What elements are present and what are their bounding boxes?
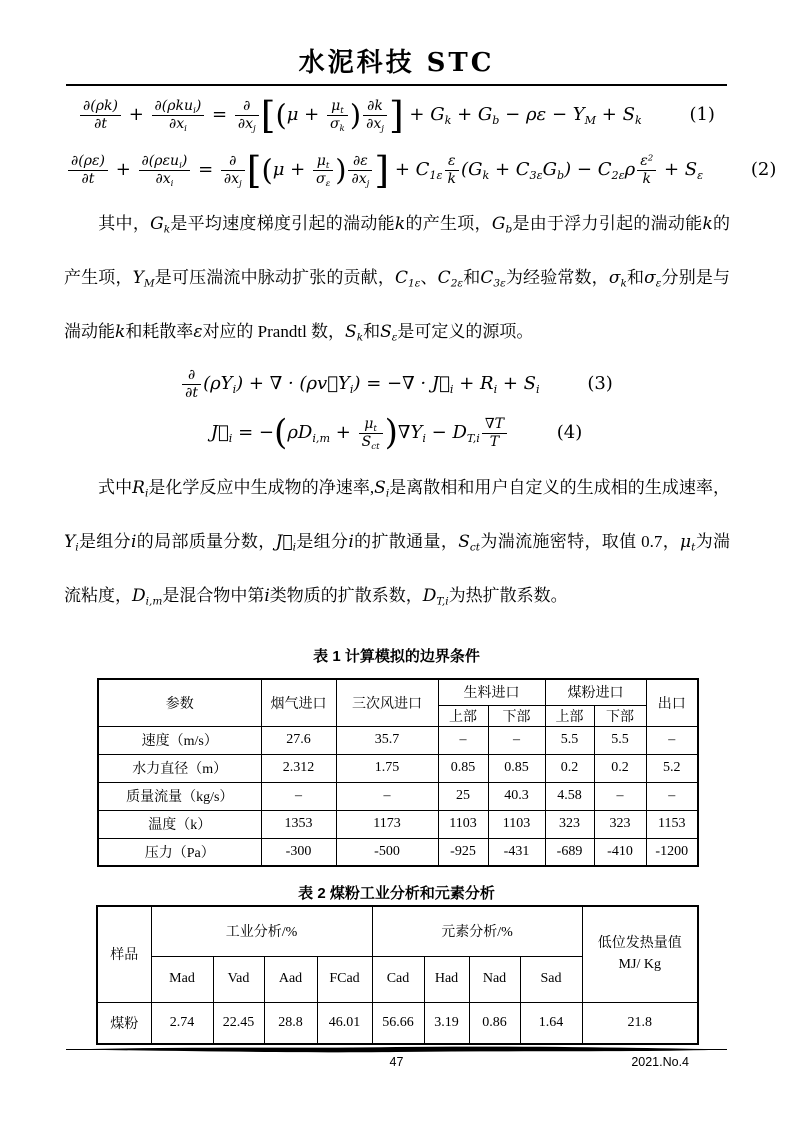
table-header-cad: Cad <box>372 956 424 1002</box>
table-header-ultimate-analysis: 元素分析/% <box>372 906 582 956</box>
table-row-mass-flow <box>98 782 698 810</box>
equation-3-number: (3) <box>587 373 613 394</box>
table-header-outlet: 出口 <box>646 679 698 726</box>
equation-2 <box>66 146 777 194</box>
table-cell: -925 <box>438 838 488 866</box>
table-header-proximate-analysis: 工业分析/% <box>151 906 372 956</box>
table-1-boundary-conditions <box>97 678 699 867</box>
table-cell: 1103 <box>438 810 488 838</box>
footer-thick-rule <box>66 1045 727 1054</box>
table-cell: 0.2 <box>594 754 646 782</box>
table-row <box>98 679 698 705</box>
equation-1-body: $\frac{\partial(\rho k)}{\partial t}$ + $\frac{\partial(\rho ku_i)}{\partial x_i}$ = $\frac{\partial}{\partial x_j}$ [(μ + $\frac{\mu_t}{\sigma_k}$ ) $\frac{\partial k}{\partial x_j}$ ] + $G_k + G_b - \rho\varepsilon - Y_M + S_k$ <box>78 104 642 125</box>
table-cell: 2.312 <box>261 754 336 782</box>
table-header-sad: Sad <box>520 956 582 1002</box>
table-header-lower: 下部 <box>594 705 646 726</box>
table-header-nad: Nad <box>469 956 520 1002</box>
table-cell: 0.85 <box>438 754 488 782</box>
table-header-upper: 上部 <box>545 705 594 726</box>
table-header-coal-inlet: 煤粉进口 <box>545 679 646 705</box>
table-cell: 速度（m/s） <box>98 726 261 754</box>
table-header-vad: Vad <box>213 956 264 1002</box>
table-cell: 323 <box>594 810 646 838</box>
table-cell: -431 <box>488 838 545 866</box>
paragraph-2 <box>64 461 730 623</box>
table-cell: 温度（k） <box>98 810 261 838</box>
table-cell: 1153 <box>646 810 698 838</box>
table-cell: 1173 <box>336 810 438 838</box>
table-cell: – <box>438 726 488 754</box>
paragraph-2-text: 式中$R_i$是化学反应中生成物的净速率$,S_i$是离散相和用户自定义的生成相的生成速率，$Y_i$是组分i的局部质量分数，$J⃗_i$是组分i的扩散通量，$S_{ct}$为湍流施密特，取值 0.7，$\mu_t$为湍流粘度，$D_{i,m}$是混合物中第i类物质的扩散系数，$D_{T,i}$为热扩散系数。 <box>64 478 731 608</box>
table-cell: -300 <box>261 838 336 866</box>
equation-3-body: $\frac{\partial}{\partial t}$ $(\rho Y_i)$ + ∇ · $(\rho v⃗Y_i)$ = −∇ · $J⃗_i + R_i + S_i$ <box>180 373 539 394</box>
table-cell: 4.58 <box>545 782 594 810</box>
lhv-label-line2: MJ/ Kg <box>618 957 661 973</box>
table-cell: 35.7 <box>336 726 438 754</box>
issue-number: 2021.No.4 <box>631 1055 689 1069</box>
table-cell: 46.01 <box>317 1002 372 1044</box>
equation-2-number: (2) <box>750 159 777 180</box>
paragraph-1 <box>64 197 730 359</box>
table-cell: 压力（Pa） <box>98 838 261 866</box>
table-cell: 0.86 <box>469 1002 520 1044</box>
table-header-flue-gas-inlet: 烟气进口 <box>261 679 336 726</box>
table-cell: 质量流量（kg/s） <box>98 782 261 810</box>
table-cell: – <box>646 726 698 754</box>
lhv-label-line1: 低位发热量值 <box>597 936 682 952</box>
header-rule <box>66 84 727 86</box>
table-cell: 1353 <box>261 810 336 838</box>
table-cell: 27.6 <box>261 726 336 754</box>
table-cell: 5.5 <box>545 726 594 754</box>
table-row-pressure <box>98 838 698 866</box>
table-cell: 25 <box>438 782 488 810</box>
table-header-lower: 下部 <box>488 705 545 726</box>
table-cell: 56.66 <box>372 1002 424 1044</box>
table-cell: 21.8 <box>582 1002 698 1044</box>
table-header-tertiary-air-inlet: 三次风进口 <box>336 679 438 726</box>
equation-2-body: $\frac{\partial(\rho\varepsilon)}{\partial t}$ + $\frac{\partial(\rho\varepsilon u_i)}{\partial x_i}$ = $\frac{\partial}{\partial x_j}$ [(μ + $\frac{\mu_t}{\sigma_\varepsilon}$ ) $\frac{\partial\varepsilon}{\partial x_j}$ ] + $C_{1\varepsilon}$ $\frac{\varepsilon}{k}$ $(G_k + C_{3\varepsilon}G_b) - C_{2\varepsilon}\rho$ $\frac{\varepsilon^2}{k}$ + $S_\varepsilon$ <box>66 159 703 180</box>
table-header-mad: Mad <box>151 956 213 1002</box>
table-row <box>97 906 698 956</box>
equation-3 <box>66 360 727 408</box>
table-header-aad: Aad <box>264 956 317 1002</box>
table-header-upper: 上部 <box>438 705 488 726</box>
table-cell: 0.2 <box>545 754 594 782</box>
equation-4 <box>66 409 727 457</box>
table-row-hydraulic-diameter <box>98 754 698 782</box>
table-1-caption: 表 1 计算模拟的边界条件 <box>313 648 480 665</box>
table-cell: 28.8 <box>264 1002 317 1044</box>
table-header-param: 参数 <box>98 679 261 726</box>
table-header-sample: 样品 <box>97 906 151 1002</box>
table-cell: 水力直径（m） <box>98 754 261 782</box>
table-cell: -500 <box>336 838 438 866</box>
table-row-temperature <box>98 810 698 838</box>
table-cell: 煤粉 <box>97 1002 151 1044</box>
table-cell: 40.3 <box>488 782 545 810</box>
table-row-coal-powder <box>97 1002 698 1044</box>
table-cell: 1.75 <box>336 754 438 782</box>
table-cell: 0.85 <box>488 754 545 782</box>
paragraph-1-text: 其中，$G_k$是平均速度梯度引起的湍动能k的产生项，$G_b$是由于浮力引起的湍动能k的产生项，$Y_M$是可压湍流中脉动扩张的贡献，$C_{1\varepsilon}$、$C_{2\varepsilon}$和$C_{3\varepsilon}$为经验常数，$\sigma_k$和$\sigma_\varepsilon$分别是与湍动能k和耗散率ε对应的 Prandtl 数，$S_k$和$S_\varepsilon$是可定义的源项。 <box>64 214 731 344</box>
table-cell: – <box>336 782 438 810</box>
table-header-had: Had <box>424 956 469 1002</box>
table-cell: 3.19 <box>424 1002 469 1044</box>
table-cell: 5.2 <box>646 754 698 782</box>
table-cell: – <box>594 782 646 810</box>
table-row-velocity <box>98 726 698 754</box>
table-cell: -410 <box>594 838 646 866</box>
table-header-fcad: FCad <box>317 956 372 1002</box>
table-2-caption: 表 2 煤粉工业分析和元素分析 <box>298 885 495 902</box>
footer <box>66 1055 727 1073</box>
table-cell: -689 <box>545 838 594 866</box>
equation-1 <box>66 91 727 139</box>
equation-4-number: (4) <box>556 422 583 443</box>
table-2-coal-analysis <box>96 905 699 1045</box>
table-cell: 2.74 <box>151 1002 213 1044</box>
equation-1-number: (1) <box>689 104 715 125</box>
table-cell: – <box>488 726 545 754</box>
table-header-raw-meal-inlet: 生料进口 <box>438 679 545 705</box>
journal-title: 水泥科技 STC <box>298 48 495 78</box>
page-number: 47 <box>389 1055 404 1069</box>
table-cell: 323 <box>545 810 594 838</box>
table-cell: – <box>261 782 336 810</box>
equation-4-body: $J⃗_i = -(\rho D_{i,m}$ + $\frac{\mu_t}{S_{ct}}$ )$\nabla Y_i - D_{T,i}$ $\frac{\nabla T}{T}$ <box>211 422 509 443</box>
table-cell: – <box>646 782 698 810</box>
table-cell: 1103 <box>488 810 545 838</box>
table-header-lhv <box>582 906 698 1002</box>
table-cell: 5.5 <box>594 726 646 754</box>
table-cell: 1.64 <box>520 1002 582 1044</box>
table-cell: 22.45 <box>213 1002 264 1044</box>
table-cell: -1200 <box>646 838 698 866</box>
